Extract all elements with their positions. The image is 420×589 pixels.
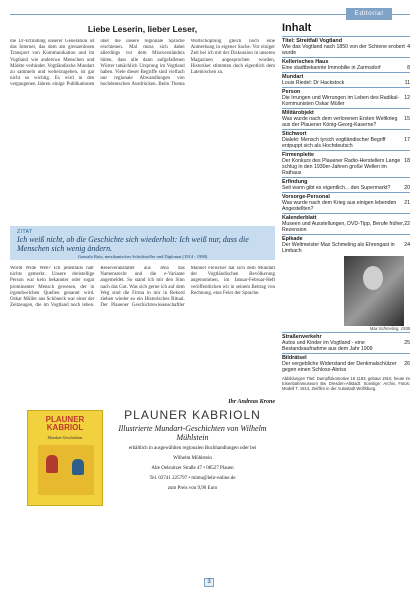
toc-entry-page: 21 <box>404 200 410 206</box>
toc-entry-row <box>282 221 410 233</box>
toc-entry-row <box>282 95 410 107</box>
toc-entry-heading: Erfindung <box>282 179 308 185</box>
toc-entry-page: 11 <box>404 80 410 86</box>
toc-entry-page: 20 <box>404 185 410 191</box>
book-subtitle: Mundart-Geschichten <box>47 435 83 440</box>
toc-entry-heading: Vorsorge-Personal <box>282 194 330 200</box>
quote-box <box>10 226 275 260</box>
toc-entry-heading: Kellerisches Haus <box>282 59 329 65</box>
toc-entry-row <box>282 44 410 56</box>
toc-entry-heading: Person <box>282 89 301 95</box>
toc-entry-row <box>282 158 410 176</box>
toc-title: Inhalt <box>282 22 312 34</box>
toc-entry-text: Autos und Kinder im Vogtland - eine Bestandsaufnahme aus dem Jahr 1909 <box>282 340 373 352</box>
toc-entry[interactable] <box>282 213 410 233</box>
toc-entry-page: 17 <box>404 137 410 143</box>
toc-entry-page: 12 <box>404 95 410 101</box>
boxer-photo <box>344 256 404 326</box>
ad-line: Wilhelm Mühlstein <box>173 456 212 461</box>
toc-entry-row <box>282 185 410 191</box>
photo-caption: Max Schmeling, 1938 <box>369 326 410 331</box>
toc-entry-heading: Straßenverkehr <box>282 334 322 340</box>
toc-entry-text: Louis Riedel: Dr Hackstock <box>282 80 345 86</box>
toc-entry-text: Wie das Vogtland nach 1850 von der Schiene erobert wurde <box>282 44 405 56</box>
book-cover <box>27 410 103 506</box>
quote-text: Ich weiß nicht, ob die Geschichte sich wiederholt: Ich weiß nur, dass die Menschen sich wenig ändern. <box>17 235 249 253</box>
toc-entry-heading: Militärobjekt <box>282 110 314 116</box>
toc-entry[interactable] <box>282 72 410 86</box>
toc-entry-page: 8 <box>407 65 410 71</box>
toc-entry-heading: Firmenpleite <box>282 152 315 158</box>
toc-entry-heading: Titel: Streitfall Vogtland <box>282 38 342 44</box>
book-illustration <box>38 445 94 495</box>
toc-entry-heading: Epikade <box>282 236 303 242</box>
toc-entry-row <box>282 137 410 149</box>
toc-entry[interactable] <box>282 192 410 212</box>
image-credits: Abbildungen Titel: Dampflokomotive 18 1183, gebaut 1910, heute im Eisenbahnmuseum Bw Dresden-Altstadt. Sonstige: Archiv, Fotos: Modell T. 1913, Zeitfilm in der Autostadt Wolfsburg. <box>282 376 410 391</box>
book-advert <box>110 408 275 492</box>
toc-entry-text: Dialekt: Mensch tyrsch vogtländischer Begriff entpuppt sich als Hochdeutsch <box>282 137 386 149</box>
toc-entry-heading: Kalenderblatt <box>282 215 317 221</box>
toc-entry-row <box>282 116 410 128</box>
ad-title: PLAUNER KABRIOLN <box>124 408 261 422</box>
toc-entry[interactable] <box>282 36 410 56</box>
quote-source: Gonzalo Ruiz, mexikanischer Schriftsteller und Diplomat (1914 - 1998) <box>77 254 208 259</box>
toc-entry-page: 18 <box>404 158 410 164</box>
toc-entry-row <box>282 80 410 86</box>
toc-entry[interactable] <box>282 129 410 149</box>
author-signature: Ihr Andreas Krone <box>228 399 275 405</box>
toc-entry[interactable] <box>282 57 410 71</box>
ad-subtitle: Illustrierte Mundart-Geschichten von Wilhelm Mühlstein <box>118 424 267 442</box>
toc-list <box>282 36 410 254</box>
toc-entry-row <box>282 340 410 352</box>
table-of-contents <box>282 22 410 391</box>
toc-entry-row <box>282 200 410 212</box>
toc-entry-page: 22 <box>404 221 410 227</box>
letter-intro: die Ur-Erfindung unserer Generation ist das Internet, das dem am grenzenlosen Transport von Kommunikation und im Vogtland wie anderswo Menschen und Märkte verbindet. Vogtländische Mundart zu sammeln und weiterzugeben, ist gar nicht so wichtig. Es wird in den vergangenen Jahren einige Publikationen über die unsere regionale Sprache erschienen. Mal muss sich dabei allerdings vor dem Missverständnis hüten, dass alle dann aufgefallenen Wörter tatsächlich Ursprung im Vogtland haben. Viele dieser Begriffe sind vielfach nur regionale Abwandlungen von hochdeutschen Ausdrücken. Beim Thema Wortschöpfung gleich noch eine Anmerkung in eigener Sache. Vor einiger Zeit bei ich mit der Diskussion in unseren Magazinen angesprochen worden, Historiker stimmten doch eigentlich dem Lateinischen zu. <box>10 39 275 88</box>
toc-entry[interactable] <box>282 234 410 254</box>
toc-entry-heading: Mundart <box>282 74 304 80</box>
toc-entry-text: Seit wann gibt es eigentlich... den Supermarkt? <box>282 185 391 191</box>
toc-entry-text: Was wurde nach dem verlorenen Ersten Weltkrieg aus der Plauener König-Georg-Kaserne? <box>282 116 398 128</box>
toc-entry-text: Die Irrungen und Wirrungen im Leben des Radikal-Kommunisten Oskar Müller <box>282 95 400 107</box>
toc-entry[interactable] <box>282 108 410 128</box>
toc-entry-page: 26 <box>404 361 410 367</box>
book-title: PLAUNER KABRIOL <box>45 415 85 432</box>
letter-body: World Wide Web? Ich jedenfalls hab' nichts gemerkt. Unsere dreistellige Person war kein bekannter oder sogar prominenter Mensch gewesen, der in irgendwelchen Quellen genannt wird. Oskar Müller aus Schöneck war einer der Zeitzeugen, die im Vogtland noch leben. Reiseveranstalter aus Jena das Namensrecht und die e-Variante angemeldet. So stand ich mir den Sinn nach das Gut. Was sich gerne ich auf dem Weg sind die Firma in mir in Rekord ziehen wieder so ein Historisches Ritual. Der Plauener Geschichtswissenschaftler Manuel Fleischer hat sich dem Mundart der Vogtländischen Bevölkerung angenommen, im Januar-Februar-Heft veröffentlichen wir in seinem Beitrag von Rechnung, eine Feier der Sprache. <box>10 266 275 309</box>
toc-entry[interactable] <box>282 150 410 176</box>
ad-line: Alte Oelsnitzer Straße 47 • 08527 Plauen <box>151 466 234 471</box>
section-tag: Editorial <box>346 8 392 20</box>
toc-list-more <box>282 332 410 373</box>
toc-entry-heading: Stichwort <box>282 131 307 137</box>
letter-title: Liebe Leserin, lieber Leser, <box>87 24 198 34</box>
toc-entry-page: 4 <box>407 44 410 50</box>
quote-label: ZITAT <box>17 229 33 235</box>
editorial-column <box>10 22 275 225</box>
ad-contact[interactable]: Tel. 03741 225797 • mimu@lehr-online.de <box>149 476 236 481</box>
page-number: 3 <box>204 578 214 587</box>
toc-entry[interactable] <box>282 332 410 352</box>
toc-entry-text: Eine stadtbekannte Immobilie in Zarmsdorf <box>282 65 381 71</box>
toc-entry-text: Der vergebliche Widerstand der Denkmalschützer gegen einen Schloss-Abriss <box>282 361 397 373</box>
toc-entry[interactable] <box>282 177 410 191</box>
toc-entry-page: 15 <box>404 116 410 122</box>
toc-entry[interactable] <box>282 87 410 107</box>
toc-entry-heading: Bildrätsel <box>282 355 307 361</box>
ad-line: erhältlich in ausgewählten regionalen Buchhandlungen oder bei <box>128 446 257 451</box>
toc-entry-text: Museen und Ausstellungen, DVD-Tipp, Berufe früher, Rezension <box>282 221 405 233</box>
toc-entry-text: Der Konkurs des Plauener Radio-Herstellers Lange schlug in den 1930er-Jahren große Wellen im Rathaus <box>282 158 401 176</box>
toc-entry-text: Was wurde nach dem Krieg aus einigen lebenden Angestellten? <box>282 200 397 212</box>
toc-entry-row <box>282 361 410 373</box>
toc-entry-row <box>282 242 410 254</box>
toc-entry-text: Der Weltmeister Max Schmeling als Ehrengast in Limbach <box>282 242 395 254</box>
ad-price: zum Preis von 9,90 Euro <box>167 486 218 491</box>
toc-entry-page: 25 <box>404 340 410 346</box>
toc-entry-row <box>282 65 410 71</box>
toc-entry-page: 24 <box>404 242 410 248</box>
toc-entry[interactable] <box>282 353 410 373</box>
